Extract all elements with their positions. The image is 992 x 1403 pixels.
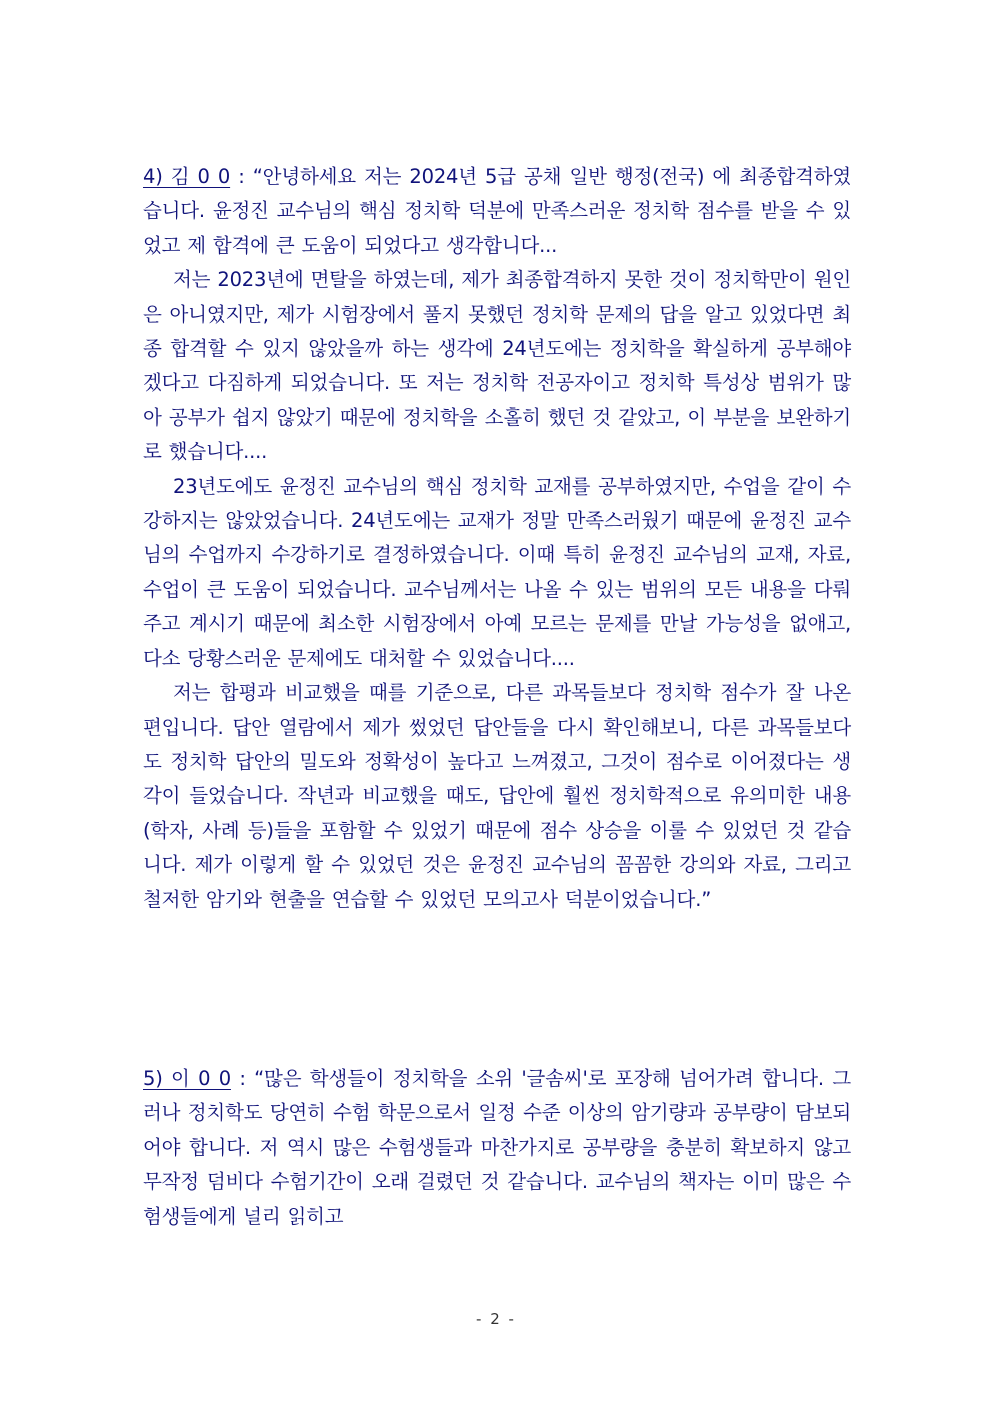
testimonial-5-text-1: “많은 학생들이 정치학을 소위 '글솜씨'로 포장해 넘어가려 합니다. 그러나 정치학도 당연히 수험 학문으로서 일정 수준 이상의 암기량과 공부량이 담보되어야 합니다. 저 역시 많은 수험생들과 마찬가지로 공부량을 충분히 확보하지 않고 무작정 덤비다 수험기간이 오래 걸렸던 것 같습니다. 교수님의 책자는 이미 많은 수험생들에게 널리 읽히고: [143, 1067, 851, 1228]
testimonial-5-label: 5) 이 0 0: [143, 1067, 231, 1090]
testimonial-4: [143, 160, 851, 917]
testimonial-4-text-1: “안녕하세요 저는 2024년 5급 공채 일반 행정(전국) 에 최종합격하였습니다. 윤정진 교수님의 핵심 정치학 덕분에 만족스러운 정치학 점수를 받을 수 있었고 제 합격에 큰 도움이 되었다고 생각합니다...: [143, 165, 851, 257]
testimonial-5: [143, 1062, 851, 1234]
testimonial-4-separator: :: [230, 165, 253, 188]
testimonial-5-separator: :: [230, 1067, 255, 1090]
page-number: - 2 -: [476, 1310, 516, 1328]
testimonial-5-paragraph-1: [143, 1062, 851, 1234]
testimonial-4-paragraph-4: 저는 합평과 비교했을 때를 기준으로, 다른 과목들보다 정치학 점수가 잘 나온 편입니다. 답안 열람에서 제가 썼었던 답안들을 다시 확인해보니, 다른 과목들보다도 정치학 답안의 밀도와 정확성이 높다고 느껴졌고, 그것이 점수로 이어졌다는 생각이 들었습니다. 작년과 비교했을 때도, 답안에 훨씬 정치학적으로 유의미한 내용(학자, 사례 등)들을 포함할 수 있었기 때문에 점수 상승을 이룰 수 있었던 것 같습니다. 제가 이렇게 할 수 있었던 것은 윤정진 교수님의 꼼꼼한 강의와 자료, 그리고 철저한 암기와 현출을 연습할 수 있었던 모의고사 덕분이었습니다.”: [143, 681, 851, 911]
testimonial-4-label: 4) 김 0 0: [143, 165, 231, 188]
testimonial-4-paragraph-2: 저는 2023년에 면탈을 하였는데, 제가 최종합격하지 못한 것이 정치학만이 원인은 아니였지만, 제가 시험장에서 풀지 못했던 정치학 문제의 답을 알고 있었다면 최종 합격할 수 있지 않았을까 하는 생각에 24년도에는 정치학을 확실하게 공부해야겠다고 다짐하게 되었습니다. 또 저는 정치학 전공자이고 정치학 특성상 범위가 많아 공부가 쉽지 않았기 때문에 정치학을 소홀히 했던 것 같았고, 이 부분을 보완하기로 했습니다....: [143, 268, 851, 464]
testimonial-4-paragraph-1: [143, 160, 851, 263]
testimonial-4-paragraph-3: 23년도에도 윤정진 교수님의 핵심 정치학 교재를 공부하였지만, 수업을 같이 수강하지는 않았었습니다. 24년도에는 교재가 정말 만족스러웠기 때문에 윤정진 교수님의 수업까지 수강하기로 결정하였습니다. 이때 특히 윤정진 교수님의 교재, 자료, 수업이 큰 도움이 되었습니다. 교수님께서는 나올 수 있는 범위의 모든 내용을 다뤄주고 계시기 때문에 최소한 시험장에서 아예 모르는 문제를 만날 가능성을 없애고, 다소 당황스러운 문제에도 대처할 수 있었습니다....: [143, 474, 851, 670]
